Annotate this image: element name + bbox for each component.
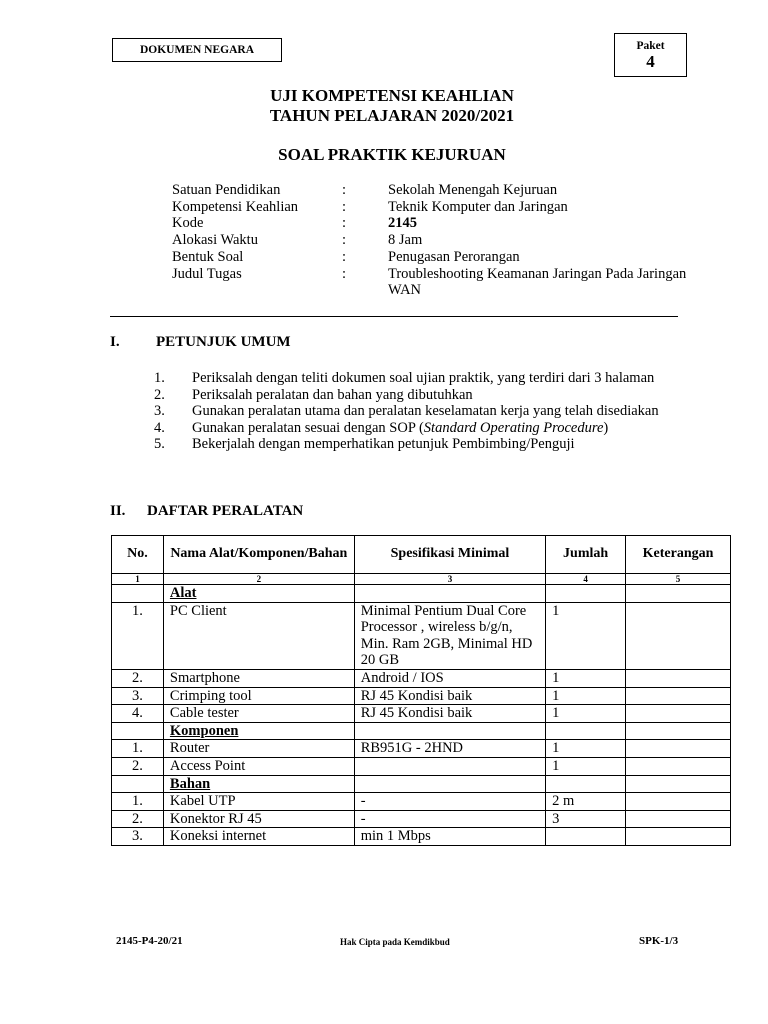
instruction-item [154, 370, 676, 387]
info-sep: : [342, 232, 347, 249]
info-row [172, 199, 688, 216]
cell-spec: RB951G - 2HND [354, 740, 545, 758]
cell-qty: 1 [546, 740, 626, 758]
cell-no: 3. [112, 828, 164, 846]
cell-empty [626, 722, 731, 740]
cell-name: Crimping tool [163, 687, 354, 705]
cell-note [626, 740, 731, 758]
info-sep: : [342, 182, 347, 198]
cell-empty [546, 775, 626, 793]
table-row [112, 740, 731, 758]
info-sep: : [342, 265, 347, 282]
info-value: 2145 [388, 215, 417, 232]
info-row [172, 266, 688, 299]
instruction-text: Periksalah peralatan dan bahan yang dibutuhkan [192, 386, 473, 403]
instruction-text [192, 420, 676, 437]
cell-qty [546, 828, 626, 846]
cell-name: Router [163, 740, 354, 758]
info-key: Bentuk Soal [172, 248, 244, 265]
instruction-number: 1. [154, 370, 165, 386]
cell-empty [546, 585, 626, 603]
cell-note [626, 705, 731, 723]
table-group-row [112, 722, 731, 740]
table-row [112, 793, 731, 811]
instruction-item [154, 387, 676, 404]
instruction-number: 5. [154, 436, 165, 453]
info-value: Teknik Komputer dan Jaringan [388, 198, 568, 215]
cell-spec: RJ 45 Kondisi baik [354, 687, 545, 705]
col-index: 4 [546, 574, 626, 585]
cell-note [626, 757, 731, 775]
group-label: Bahan [169, 775, 211, 792]
footer-code: 2145-P4-20/21 [116, 935, 183, 947]
table-row [112, 810, 731, 828]
table-row [112, 669, 731, 687]
info-key: Satuan Pendidikan [172, 182, 281, 198]
cell-qty: 2 m [546, 793, 626, 811]
cell-no: 3. [112, 687, 164, 705]
cell-note [626, 828, 731, 846]
instruction-text: Periksalah dengan teliti dokumen soal ujian praktik, yang terdiri dari 3 halaman [192, 370, 655, 386]
section1-title: PETUNJUK UMUM [156, 334, 291, 350]
cell-qty: 1 [546, 602, 626, 669]
cell-note [626, 669, 731, 687]
cell-spec [354, 757, 545, 775]
col-index: 3 [354, 574, 545, 585]
cell-no: 2. [112, 810, 164, 828]
exam-title: UJI KOMPETENSI KEAHLIAN [270, 86, 514, 105]
package-box [614, 33, 687, 77]
col-index: 5 [626, 574, 731, 585]
table-row [112, 705, 731, 723]
info-row [172, 232, 688, 249]
cell-no: 2. [112, 669, 164, 687]
table-group-row [112, 775, 731, 793]
cell-empty [112, 585, 164, 603]
table-group-row [112, 585, 731, 603]
cell-name: Konektor RJ 45 [163, 810, 354, 828]
table-row [112, 687, 731, 705]
instruction-number: 2. [154, 386, 165, 403]
info-row [172, 215, 688, 232]
cell-spec: min 1 Mbps [354, 828, 545, 846]
cell-note [626, 793, 731, 811]
info-value: Sekolah Menengah Kejuruan [388, 182, 558, 198]
info-value: 8 Jam [388, 232, 423, 249]
instructions-list [154, 370, 676, 453]
cell-no: 1. [112, 602, 164, 669]
cell-note [626, 602, 731, 669]
cell-name: Access Point [163, 757, 354, 775]
cell-no: 1. [112, 740, 164, 758]
group-label: Komponen [169, 722, 239, 739]
footer-page: SPK-1/3 [639, 935, 679, 947]
package-label: Paket [636, 40, 665, 52]
cell-name: Koneksi internet [163, 828, 354, 846]
info-sep: : [342, 215, 347, 232]
equipment-table [111, 535, 731, 846]
instruction-number: 3. [154, 403, 165, 420]
section1-number: I. [110, 334, 120, 350]
instruction-text-part: ) [603, 419, 609, 436]
cell-spec: Minimal Pentium Dual Core Processor , wireless b/g/n, Min. Ram 2GB, Minimal HD 20 GB [354, 602, 545, 669]
cell-qty: 1 [546, 669, 626, 687]
instruction-item [154, 403, 676, 420]
table-row [112, 602, 731, 669]
group-label: Alat [169, 585, 197, 601]
section2-number: II. [110, 503, 126, 519]
table-row [112, 757, 731, 775]
cell-no: 4. [112, 705, 164, 723]
cell-qty: 3 [546, 810, 626, 828]
document-classification-label: DOKUMEN NEGARA [112, 38, 282, 62]
section2-title: DAFTAR PERALATAN [147, 503, 304, 519]
instruction-text-part: Standard Operating Procedure [423, 419, 604, 436]
exam-type-title: SOAL PRAKTIK KEJURUAN [278, 145, 506, 164]
info-key: Kompetensi Keahlian [172, 198, 299, 215]
cell-name: PC Client [163, 602, 354, 669]
info-sep: : [342, 248, 347, 265]
cell-note [626, 687, 731, 705]
cell-group [163, 722, 354, 740]
col-header-spec: Spesifikasi Minimal [354, 536, 545, 574]
instruction-number: 4. [154, 419, 165, 436]
cell-empty [354, 775, 545, 793]
cell-empty [546, 722, 626, 740]
info-key: Judul Tugas [172, 265, 242, 282]
info-value: Penugasan Perorangan [388, 248, 520, 265]
col-index: 1 [112, 574, 164, 585]
footer-copyright: Hak Cipta pada Kemdikbud [340, 937, 450, 947]
cell-empty [626, 585, 731, 603]
info-key: Alokasi Waktu [172, 232, 258, 249]
col-header-name: Nama Alat/Komponen/Bahan [163, 536, 354, 574]
cell-name: Kabel UTP [163, 793, 354, 811]
cell-no: 2. [112, 757, 164, 775]
package-number: 4 [646, 52, 655, 71]
col-header-no: No. [112, 536, 164, 574]
cell-empty [112, 775, 164, 793]
cell-spec: - [354, 810, 545, 828]
instruction-item [154, 420, 676, 437]
col-index: 2 [163, 574, 354, 585]
cell-empty [112, 722, 164, 740]
cell-name: Smartphone [163, 669, 354, 687]
cell-group [163, 585, 354, 603]
instruction-text-part: Gunakan peralatan sesuai dengan SOP ( [192, 419, 424, 436]
cell-spec: Android / IOS [354, 669, 545, 687]
exam-info-block [172, 182, 688, 299]
instruction-item [154, 436, 676, 453]
cell-no: 1. [112, 793, 164, 811]
col-header-note: Keterangan [626, 536, 731, 574]
cell-empty [354, 722, 545, 740]
cell-spec: - [354, 793, 545, 811]
cell-name: Cable tester [163, 705, 354, 723]
cell-empty [354, 585, 545, 603]
cell-group [163, 775, 354, 793]
info-value: Troubleshooting Keamanan Jaringan Pada Jaringan WAN [388, 265, 687, 299]
cell-qty: 1 [546, 757, 626, 775]
instruction-text: Bekerjalah dengan memperhatikan petunjuk Pembimbing/Penguji [192, 436, 575, 453]
divider [110, 316, 678, 317]
academic-year-title: TAHUN PELAJARAN 2020/2021 [269, 106, 515, 125]
info-sep: : [342, 198, 347, 215]
table-row [112, 828, 731, 846]
info-row [172, 182, 688, 199]
cell-note [626, 810, 731, 828]
cell-qty: 1 [546, 705, 626, 723]
col-header-qty: Jumlah [546, 536, 626, 574]
info-row [172, 249, 688, 266]
cell-spec: RJ 45 Kondisi baik [354, 705, 545, 723]
instruction-text: Gunakan peralatan utama dan peralatan keselamatan kerja yang telah disediakan [192, 403, 659, 420]
cell-qty: 1 [546, 687, 626, 705]
info-key: Kode [172, 215, 204, 232]
cell-empty [626, 775, 731, 793]
